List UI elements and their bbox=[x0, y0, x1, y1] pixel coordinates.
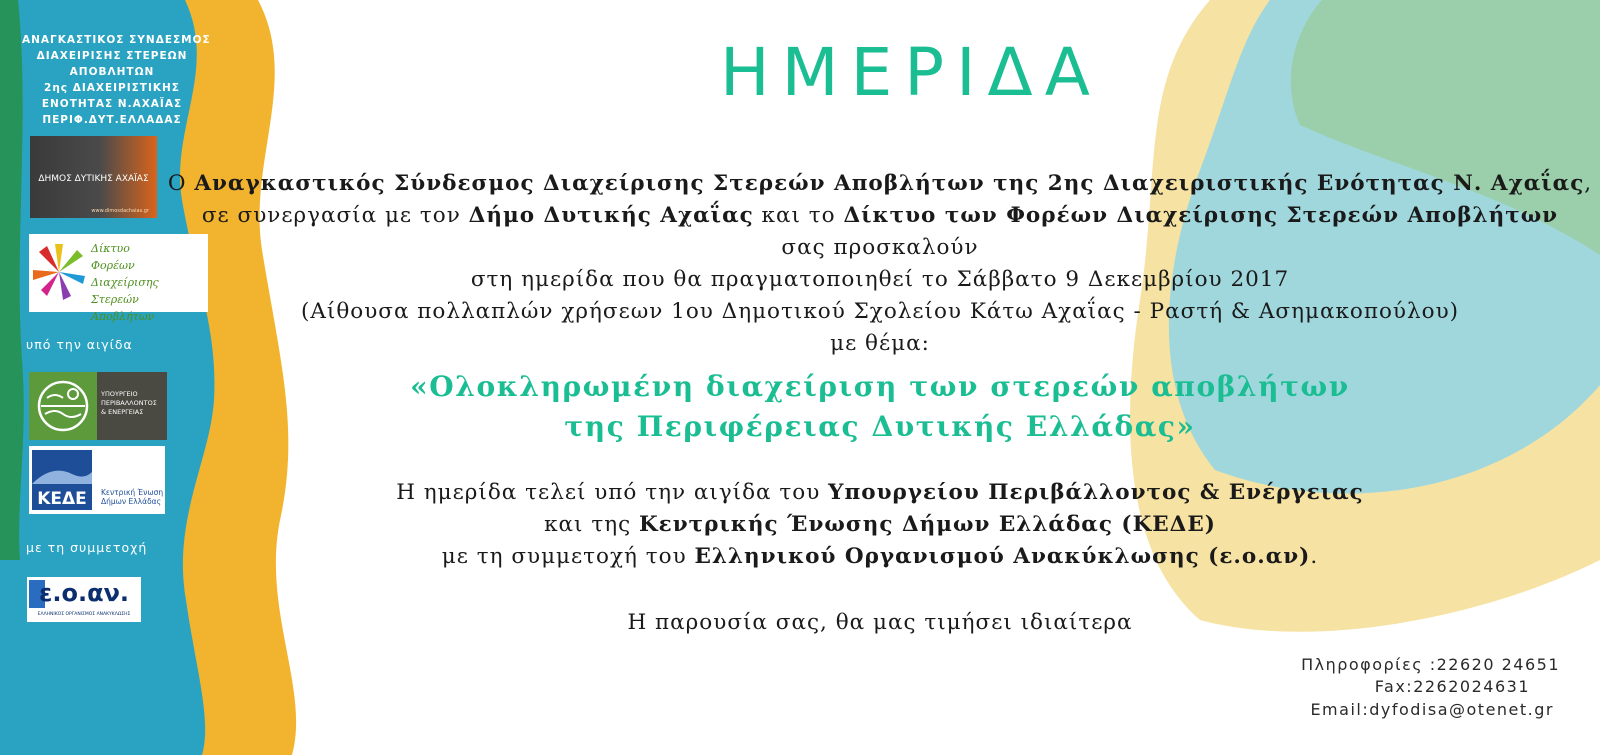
diktyo-line: Στερεών Αποβλήτων bbox=[91, 293, 155, 323]
organizer-name: Αναγκαστικός Σύνδεσμος Διαχείρισης Στερεών Αποβλήτων της 2ης Διαχειριστικής Ενότητας Ν. Αχαΐας bbox=[194, 171, 1585, 196]
aegis-label: υπό την αιγίδα bbox=[26, 337, 133, 352]
invitation-line-1 bbox=[150, 168, 1610, 200]
partner-diktyo: Δίκτυο των Φορέων Διαχείρισης Στερεών Αποβλήτων bbox=[843, 203, 1559, 228]
contact-email: Email:dyfodisa@otenet.gr bbox=[1310, 700, 1554, 719]
text-span: Η ημερίδα τελεί υπό την αιγίδα του bbox=[396, 480, 829, 505]
eoan-logo bbox=[27, 577, 141, 622]
contact-phone: Πληροφορίες :22620 24651 bbox=[1301, 655, 1560, 674]
eoan-logo-name: ε.ο.αν. bbox=[39, 579, 130, 607]
kede-name: Κεντρικής Ένωσης Δήμων Ελλάδας (ΚΕΔΕ) bbox=[638, 512, 1216, 537]
contact-fax: Fax:2262024631 bbox=[1374, 677, 1530, 696]
kede-line: Κεντρική Ένωση bbox=[101, 488, 164, 497]
invitation-line-3: σας προσκαλούν bbox=[781, 235, 979, 260]
pinwheel-arrows-icon bbox=[29, 234, 89, 312]
org-line: ΔΙΑΧΕΙΡΙΣΗΣ ΣΤΕΡΕΩΝ bbox=[36, 50, 188, 62]
text-span: , bbox=[1584, 171, 1593, 196]
ministry-emblem-icon bbox=[29, 372, 97, 440]
text-span: και το bbox=[753, 203, 844, 228]
org-line: ΠΕΡΙΦ.ΔΥΤ.ΕΛΛΑΔΑΣ bbox=[42, 114, 182, 126]
organization-name bbox=[22, 32, 211, 128]
kede-mark-text: ΚΕΔΕ bbox=[37, 489, 87, 509]
ypen-ministry-logo bbox=[29, 372, 167, 440]
org-line: ΕΝΟΤΗΤΑΣ Ν.ΑΧΑΪΑΣ bbox=[41, 98, 183, 110]
auspices-line-3 bbox=[150, 541, 1610, 573]
auspices-line-1 bbox=[150, 477, 1610, 509]
kede-line: Δήμων Ελλάδας bbox=[101, 497, 162, 506]
dimos-logo-url: www.dimosdachaias.gr bbox=[91, 208, 149, 214]
eoan-name: Ελληνικού Οργανισμού Ανακύκλωσης (ε.ο.αν) bbox=[694, 544, 1311, 569]
theme-line-1: «Ολοκληρωμένη διαχείριση των στερεών αποβλήτων bbox=[410, 370, 1350, 403]
eoan-logo-subtitle: ΕΛΛΗΝΙΚΟΣ ΟΡΓΑΝΙΣΜΟΣ ΑΝΑΚΥΚΛΩΣΗΣ bbox=[37, 612, 131, 617]
partner-dimos: Δήμο Δυτικής Αχαΐας bbox=[468, 203, 754, 228]
org-line: 2ης ΔΙΑΧΕΙΡΙΣΤΙΚΗΣ bbox=[44, 82, 180, 94]
kede-mark-icon bbox=[32, 450, 92, 510]
text-span: και της bbox=[544, 512, 639, 537]
org-line: ΑΝΑΓΚΑΣΤΙΚΟΣ ΣΥΝΔΕΣΜΟΣ bbox=[22, 34, 211, 46]
event-date-line: στη ημερίδα που θα πραγματοποιηθεί το Σάββατο 9 Δεκεμβρίου 2017 bbox=[470, 267, 1290, 292]
ypen-line: ΠΕΡΙΒΑΛΛΟΝΤΟΣ bbox=[101, 399, 157, 407]
participation-label: με τη συμμετοχή bbox=[26, 540, 148, 555]
diktyo-line: Φορέων Διαχείρισης bbox=[91, 259, 159, 289]
ypen-line: & ΕΝΕΡΓΕΙΑΣ bbox=[101, 408, 144, 416]
invitation-line-2 bbox=[150, 200, 1610, 232]
page-title: ΗΜΕΡΙΔΑ bbox=[720, 34, 1102, 111]
text-span: σε συνεργασία με τον bbox=[201, 203, 469, 228]
ministry-seal bbox=[29, 372, 97, 440]
diktyo-line: Δίκτυο bbox=[91, 242, 130, 255]
ministry-name: Υπουργείου Περιβάλλοντος & Ενέργειας bbox=[828, 480, 1364, 505]
text-span: . bbox=[1310, 544, 1319, 569]
theme-intro-line: με θέμα: bbox=[830, 331, 930, 356]
text-span: με τη συμμετοχή του bbox=[441, 544, 695, 569]
text-span: Ο bbox=[167, 171, 195, 196]
dimos-dytikis-achaias-logo bbox=[30, 136, 157, 218]
auspices-line-2 bbox=[150, 509, 1610, 541]
ypen-logo-text bbox=[101, 390, 157, 417]
event-venue-line: (Αίθουσα πολλαπλών χρήσεων 1ου Δημοτικού Σχολείου Κάτω Αχαΐας - Ραστή & Ασημακοπούλου) bbox=[300, 299, 1460, 324]
dimos-logo-label: ΔΗΜΟΣ ΔΥΤΙΚΗΣ ΑΧΑΪΑΣ bbox=[38, 174, 149, 184]
ypen-line: ΥΠΟΥΡΓΕΙΟ bbox=[101, 390, 138, 398]
theme-line-2: της Περιφέρειας Δυτικής Ελλάδας» bbox=[564, 410, 1196, 443]
org-line: ΑΠΟΒΛΗΤΩΝ bbox=[69, 66, 155, 78]
kede-logo bbox=[29, 446, 165, 514]
closing-line: Η παρουσία σας, θα μας τιμήσει ιδιαίτερα bbox=[627, 610, 1133, 635]
